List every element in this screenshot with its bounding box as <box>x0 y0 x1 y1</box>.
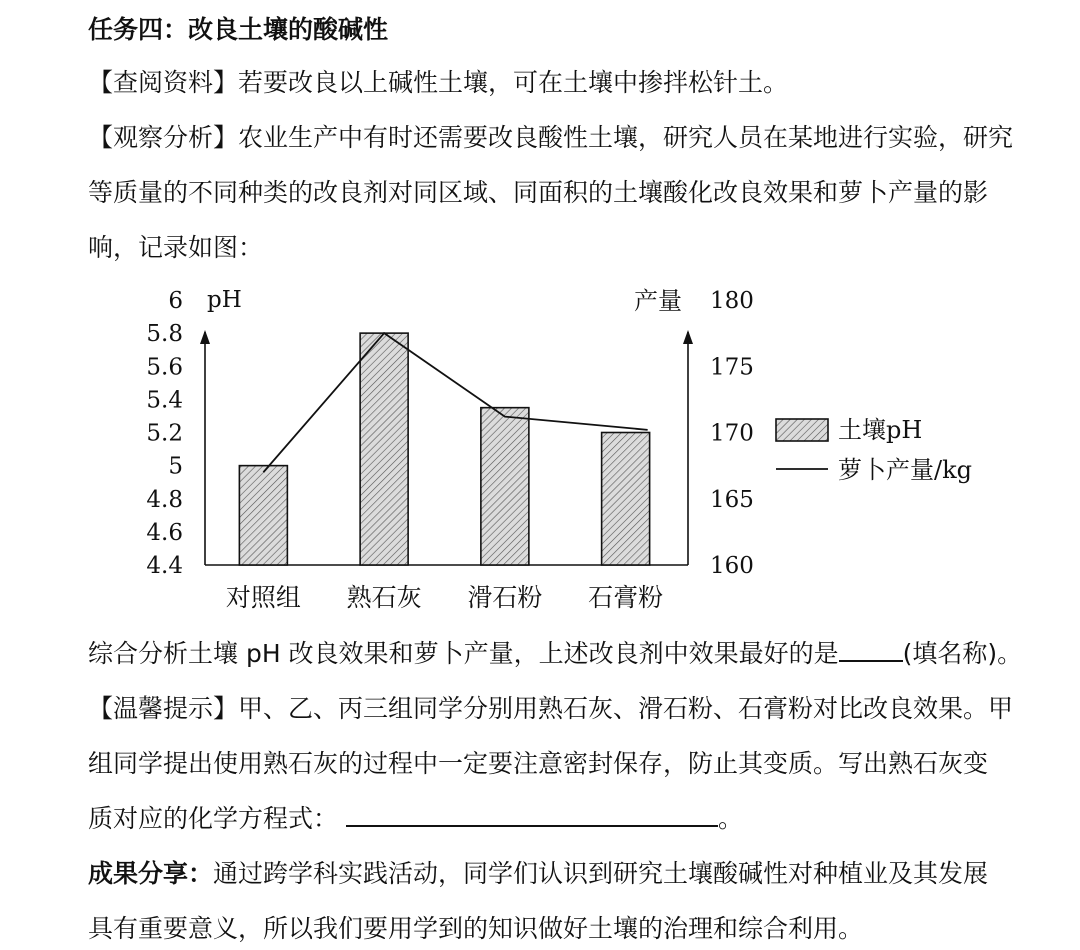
tip-line-3 <box>88 803 743 835</box>
left-axis-arrow <box>200 330 210 344</box>
tip-line-1 <box>88 693 1013 725</box>
observation-text-1: 农业生产中有时还需要改良酸性土壤，研究人员在某地进行实验，研究 <box>238 123 1014 152</box>
bar-ph <box>360 333 408 565</box>
x-tick-label: 石膏粉 <box>588 583 664 612</box>
observation-line-3: 响，记录如图： <box>88 233 264 262</box>
right-tick-label: 180 <box>710 288 754 314</box>
right-tick-label: 160 <box>710 553 754 579</box>
left-tick-label: 5.2 <box>146 420 183 447</box>
right-axis-label: 产量 <box>634 287 682 315</box>
analysis-text-b: (填名称)。 <box>902 639 1023 668</box>
bar-ph <box>239 466 287 565</box>
legend-bar-swatch <box>776 419 828 441</box>
tip-text-1: 甲、乙、丙三组同学分别用熟石灰、滑石粉、石膏粉对比改良效果。甲 <box>238 694 1014 723</box>
left-tick-label: 5.8 <box>146 321 183 348</box>
left-tick-label: 5.6 <box>146 354 183 381</box>
left-tick-label: 6 <box>168 288 183 314</box>
x-tick-label: 熟石灰 <box>346 583 422 612</box>
tip-tag: 【温馨提示】 <box>88 694 239 723</box>
right-axis-arrow <box>683 330 693 344</box>
analysis-text-a: 综合分析土壤 pH 改良效果和萝卜产量，上述改良剂中效果最好的是 <box>88 639 839 668</box>
result-line-1 <box>88 858 988 890</box>
right-tick-label: 170 <box>710 420 754 447</box>
tip-text-3b: 。 <box>718 804 744 833</box>
left-axis-label: pH <box>207 287 242 313</box>
observation-line-2: 等质量的不同种类的改良剂对同区域、同面积的土壤酸化改良效果和萝卜产量的影 <box>88 178 989 207</box>
left-tick-label: 4.8 <box>146 486 183 513</box>
yield-line <box>263 333 647 472</box>
result-line-2: 具有重要意义，所以我们要用学到的知识做好土壤的治理和综合利用。 <box>88 914 864 943</box>
legend-line-label: 萝卜产量/kg <box>838 456 972 484</box>
observation-tag: 【观察分析】 <box>88 123 239 152</box>
left-tick-label: 4.6 <box>146 519 183 546</box>
answer-blank-equation[interactable] <box>346 825 718 827</box>
left-tick-label: 4.4 <box>146 553 183 579</box>
tip-text-3a: 质对应的化学方程式： <box>88 804 339 833</box>
tip-line-2: 组同学提出使用熟石灰的过程中一定要注意密封保存，防止其变质。写出熟石灰变 <box>88 749 989 778</box>
reference-tag: 【查阅资料】 <box>88 68 239 97</box>
analysis-question <box>88 638 1022 670</box>
x-tick-label: 对照组 <box>225 583 301 612</box>
right-tick-label: 165 <box>710 486 754 513</box>
reference-text: 若要改良以上碱性土壤，可在土壤中掺拌松针土。 <box>238 68 789 97</box>
bar-ph <box>602 433 650 566</box>
legend-bar-label: 土壤pH <box>838 416 923 444</box>
x-tick-label: 滑石粉 <box>467 583 543 612</box>
left-tick-label: 5.4 <box>146 387 183 414</box>
answer-blank-best-agent[interactable] <box>839 660 903 662</box>
left-tick-label: 5 <box>168 453 183 480</box>
right-tick-label: 175 <box>710 354 754 381</box>
result-tag: 成果分享： <box>88 859 214 888</box>
task-heading: 任务四：改良土壤的酸碱性 <box>88 15 389 44</box>
result-text-1: 通过跨学科实践活动，同学们认识到研究土壤酸碱性对种植业及其发展 <box>213 859 989 888</box>
bar-ph <box>481 408 529 565</box>
